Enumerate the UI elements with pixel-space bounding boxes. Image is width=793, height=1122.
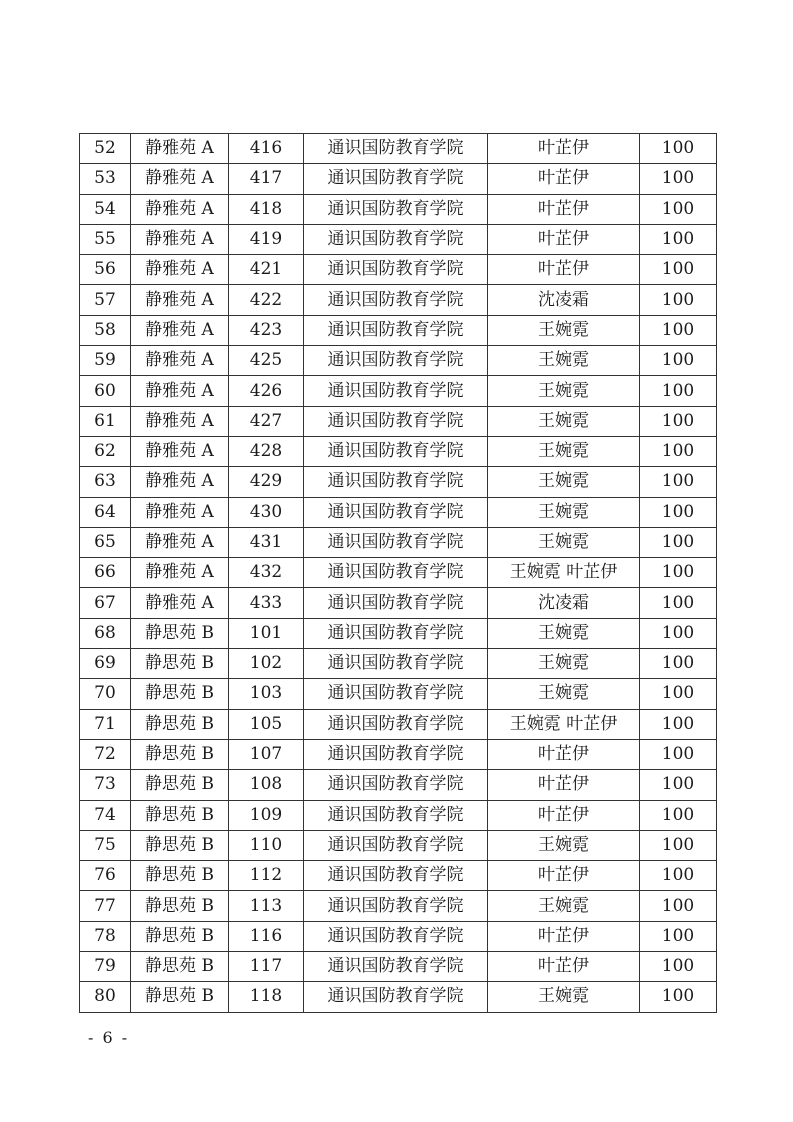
- room-number-cell: 103: [229, 679, 304, 709]
- counselor-cell: 王婉霓: [488, 679, 640, 709]
- score-cell: 100: [640, 497, 717, 527]
- row-index-cell: 58: [80, 315, 131, 345]
- room-number-cell: 419: [229, 224, 304, 254]
- table-row: [80, 315, 717, 345]
- building-cell: 静思苑 B: [131, 770, 229, 800]
- table-row: [80, 952, 717, 982]
- row-index-cell: 62: [80, 436, 131, 466]
- room-number-cell: 108: [229, 770, 304, 800]
- row-index-cell: 60: [80, 376, 131, 406]
- room-number-cell: 422: [229, 285, 304, 315]
- table-row: [80, 861, 717, 891]
- dormitory-table: [79, 133, 717, 1013]
- counselor-cell: 叶芷伊: [488, 921, 640, 951]
- room-number-cell: 110: [229, 830, 304, 860]
- counselor-cell: 叶芷伊: [488, 861, 640, 891]
- row-index-cell: 78: [80, 921, 131, 951]
- row-index-cell: 80: [80, 982, 131, 1012]
- row-index-cell: 52: [80, 134, 131, 164]
- building-cell: 静雅苑 A: [131, 194, 229, 224]
- row-index-cell: 68: [80, 618, 131, 648]
- counselor-cell: 王婉霓: [488, 830, 640, 860]
- room-number-cell: 112: [229, 861, 304, 891]
- counselor-cell: 王婉霓: [488, 618, 640, 648]
- college-cell: 通识国防教育学院: [304, 346, 488, 376]
- room-number-cell: 430: [229, 497, 304, 527]
- room-number-cell: 109: [229, 800, 304, 830]
- room-number-cell: 107: [229, 739, 304, 769]
- counselor-cell: 王婉霓: [488, 376, 640, 406]
- room-number-cell: 428: [229, 436, 304, 466]
- room-number-cell: 433: [229, 588, 304, 618]
- row-index-cell: 76: [80, 861, 131, 891]
- building-cell: 静雅苑 A: [131, 346, 229, 376]
- college-cell: 通识国防教育学院: [304, 497, 488, 527]
- building-cell: 静雅苑 A: [131, 436, 229, 466]
- score-cell: 100: [640, 134, 717, 164]
- row-index-cell: 72: [80, 739, 131, 769]
- score-cell: 100: [640, 921, 717, 951]
- room-number-cell: 416: [229, 134, 304, 164]
- college-cell: 通识国防教育学院: [304, 709, 488, 739]
- college-cell: 通识国防教育学院: [304, 861, 488, 891]
- building-cell: 静思苑 B: [131, 982, 229, 1012]
- college-cell: 通识国防教育学院: [304, 194, 488, 224]
- room-number-cell: 431: [229, 527, 304, 557]
- building-cell: 静雅苑 A: [131, 134, 229, 164]
- score-cell: 100: [640, 527, 717, 557]
- table-row: [80, 164, 717, 194]
- page-number: - 6 -: [88, 1028, 130, 1047]
- college-cell: 通识国防教育学院: [304, 739, 488, 769]
- table-body: [80, 134, 717, 1013]
- table-row: [80, 739, 717, 769]
- building-cell: 静思苑 B: [131, 739, 229, 769]
- row-index-cell: 57: [80, 285, 131, 315]
- score-cell: 100: [640, 194, 717, 224]
- room-number-cell: 423: [229, 315, 304, 345]
- table-row: [80, 467, 717, 497]
- table-row: [80, 588, 717, 618]
- row-index-cell: 63: [80, 467, 131, 497]
- table-row: [80, 194, 717, 224]
- row-index-cell: 70: [80, 679, 131, 709]
- room-number-cell: 105: [229, 709, 304, 739]
- counselor-cell: 王婉霓: [488, 649, 640, 679]
- score-cell: 100: [640, 346, 717, 376]
- college-cell: 通识国防教育学院: [304, 891, 488, 921]
- counselor-cell: 王婉霓 叶芷伊: [488, 558, 640, 588]
- score-cell: 100: [640, 315, 717, 345]
- table-row: [80, 436, 717, 466]
- college-cell: 通识国防教育学院: [304, 830, 488, 860]
- table-row: [80, 558, 717, 588]
- score-cell: 100: [640, 467, 717, 497]
- building-cell: 静雅苑 A: [131, 497, 229, 527]
- score-cell: 100: [640, 406, 717, 436]
- score-cell: 100: [640, 649, 717, 679]
- table-row: [80, 982, 717, 1012]
- room-number-cell: 432: [229, 558, 304, 588]
- college-cell: 通识国防教育学院: [304, 376, 488, 406]
- table-row: [80, 497, 717, 527]
- row-index-cell: 73: [80, 770, 131, 800]
- table-row: [80, 921, 717, 951]
- score-cell: 100: [640, 709, 717, 739]
- table-row: [80, 134, 717, 164]
- college-cell: 通识国防教育学院: [304, 255, 488, 285]
- building-cell: 静思苑 B: [131, 679, 229, 709]
- table-row: [80, 618, 717, 648]
- college-cell: 通识国防教育学院: [304, 134, 488, 164]
- building-cell: 静思苑 B: [131, 649, 229, 679]
- score-cell: 100: [640, 770, 717, 800]
- row-index-cell: 69: [80, 649, 131, 679]
- score-cell: 100: [640, 224, 717, 254]
- room-number-cell: 429: [229, 467, 304, 497]
- college-cell: 通识国防教育学院: [304, 588, 488, 618]
- row-index-cell: 77: [80, 891, 131, 921]
- table-row: [80, 770, 717, 800]
- score-cell: 100: [640, 830, 717, 860]
- room-number-cell: 421: [229, 255, 304, 285]
- row-index-cell: 74: [80, 800, 131, 830]
- table-row: [80, 224, 717, 254]
- table-row: [80, 679, 717, 709]
- counselor-cell: 叶芷伊: [488, 164, 640, 194]
- table-row: [80, 709, 717, 739]
- counselor-cell: 王婉霓: [488, 315, 640, 345]
- counselor-cell: 王婉霓: [488, 497, 640, 527]
- college-cell: 通识国防教育学院: [304, 679, 488, 709]
- counselor-cell: 王婉霓: [488, 467, 640, 497]
- building-cell: 静雅苑 A: [131, 224, 229, 254]
- score-cell: 100: [640, 436, 717, 466]
- row-index-cell: 66: [80, 558, 131, 588]
- room-number-cell: 117: [229, 952, 304, 982]
- building-cell: 静思苑 B: [131, 830, 229, 860]
- building-cell: 静思苑 B: [131, 891, 229, 921]
- building-cell: 静思苑 B: [131, 800, 229, 830]
- counselor-cell: 叶芷伊: [488, 255, 640, 285]
- score-cell: 100: [640, 861, 717, 891]
- building-cell: 静雅苑 A: [131, 588, 229, 618]
- building-cell: 静雅苑 A: [131, 255, 229, 285]
- college-cell: 通识国防教育学院: [304, 982, 488, 1012]
- room-number-cell: 101: [229, 618, 304, 648]
- row-index-cell: 75: [80, 830, 131, 860]
- room-number-cell: 113: [229, 891, 304, 921]
- college-cell: 通识国防教育学院: [304, 921, 488, 951]
- room-number-cell: 427: [229, 406, 304, 436]
- score-cell: 100: [640, 255, 717, 285]
- counselor-cell: 王婉霓 叶芷伊: [488, 709, 640, 739]
- row-index-cell: 54: [80, 194, 131, 224]
- college-cell: 通识国防教育学院: [304, 436, 488, 466]
- score-cell: 100: [640, 982, 717, 1012]
- counselor-cell: 沈凌霜: [488, 588, 640, 618]
- building-cell: 静思苑 B: [131, 618, 229, 648]
- score-cell: 100: [640, 679, 717, 709]
- row-index-cell: 71: [80, 709, 131, 739]
- row-index-cell: 67: [80, 588, 131, 618]
- building-cell: 静思苑 B: [131, 861, 229, 891]
- table-row: [80, 800, 717, 830]
- table-row: [80, 830, 717, 860]
- table-row: [80, 346, 717, 376]
- college-cell: 通识国防教育学院: [304, 558, 488, 588]
- table-row: [80, 527, 717, 557]
- counselor-cell: 叶芷伊: [488, 770, 640, 800]
- row-index-cell: 53: [80, 164, 131, 194]
- score-cell: 100: [640, 285, 717, 315]
- room-number-cell: 116: [229, 921, 304, 951]
- college-cell: 通识国防教育学院: [304, 406, 488, 436]
- college-cell: 通识国防教育学院: [304, 285, 488, 315]
- building-cell: 静雅苑 A: [131, 406, 229, 436]
- score-cell: 100: [640, 739, 717, 769]
- building-cell: 静雅苑 A: [131, 376, 229, 406]
- row-index-cell: 61: [80, 406, 131, 436]
- score-cell: 100: [640, 558, 717, 588]
- counselor-cell: 叶芷伊: [488, 739, 640, 769]
- counselor-cell: 王婉霓: [488, 527, 640, 557]
- college-cell: 通识国防教育学院: [304, 800, 488, 830]
- college-cell: 通识国防教育学院: [304, 224, 488, 254]
- building-cell: 静雅苑 A: [131, 285, 229, 315]
- row-index-cell: 65: [80, 527, 131, 557]
- row-index-cell: 59: [80, 346, 131, 376]
- building-cell: 静思苑 B: [131, 709, 229, 739]
- college-cell: 通识国防教育学院: [304, 618, 488, 648]
- building-cell: 静雅苑 A: [131, 527, 229, 557]
- building-cell: 静雅苑 A: [131, 558, 229, 588]
- table-row: [80, 376, 717, 406]
- counselor-cell: 叶芷伊: [488, 952, 640, 982]
- building-cell: 静思苑 B: [131, 921, 229, 951]
- counselor-cell: 叶芷伊: [488, 134, 640, 164]
- college-cell: 通识国防教育学院: [304, 315, 488, 345]
- table-row: [80, 406, 717, 436]
- table-row: [80, 649, 717, 679]
- score-cell: 100: [640, 952, 717, 982]
- counselor-cell: 王婉霓: [488, 406, 640, 436]
- college-cell: 通识国防教育学院: [304, 649, 488, 679]
- college-cell: 通识国防教育学院: [304, 467, 488, 497]
- college-cell: 通识国防教育学院: [304, 164, 488, 194]
- counselor-cell: 叶芷伊: [488, 194, 640, 224]
- row-index-cell: 64: [80, 497, 131, 527]
- room-number-cell: 418: [229, 194, 304, 224]
- counselor-cell: 王婉霓: [488, 982, 640, 1012]
- score-cell: 100: [640, 800, 717, 830]
- room-number-cell: 417: [229, 164, 304, 194]
- college-cell: 通识国防教育学院: [304, 952, 488, 982]
- score-cell: 100: [640, 618, 717, 648]
- building-cell: 静雅苑 A: [131, 315, 229, 345]
- score-cell: 100: [640, 891, 717, 921]
- building-cell: 静雅苑 A: [131, 467, 229, 497]
- score-cell: 100: [640, 376, 717, 406]
- score-cell: 100: [640, 588, 717, 618]
- room-number-cell: 118: [229, 982, 304, 1012]
- table-row: [80, 285, 717, 315]
- room-number-cell: 426: [229, 376, 304, 406]
- college-cell: 通识国防教育学院: [304, 770, 488, 800]
- counselor-cell: 叶芷伊: [488, 800, 640, 830]
- college-cell: 通识国防教育学院: [304, 527, 488, 557]
- row-index-cell: 56: [80, 255, 131, 285]
- counselor-cell: 沈凌霜: [488, 285, 640, 315]
- table-row: [80, 891, 717, 921]
- building-cell: 静雅苑 A: [131, 164, 229, 194]
- room-number-cell: 102: [229, 649, 304, 679]
- room-number-cell: 425: [229, 346, 304, 376]
- counselor-cell: 王婉霓: [488, 436, 640, 466]
- row-index-cell: 55: [80, 224, 131, 254]
- score-cell: 100: [640, 164, 717, 194]
- counselor-cell: 王婉霓: [488, 346, 640, 376]
- table-row: [80, 255, 717, 285]
- counselor-cell: 叶芷伊: [488, 224, 640, 254]
- counselor-cell: 王婉霓: [488, 891, 640, 921]
- row-index-cell: 79: [80, 952, 131, 982]
- building-cell: 静思苑 B: [131, 952, 229, 982]
